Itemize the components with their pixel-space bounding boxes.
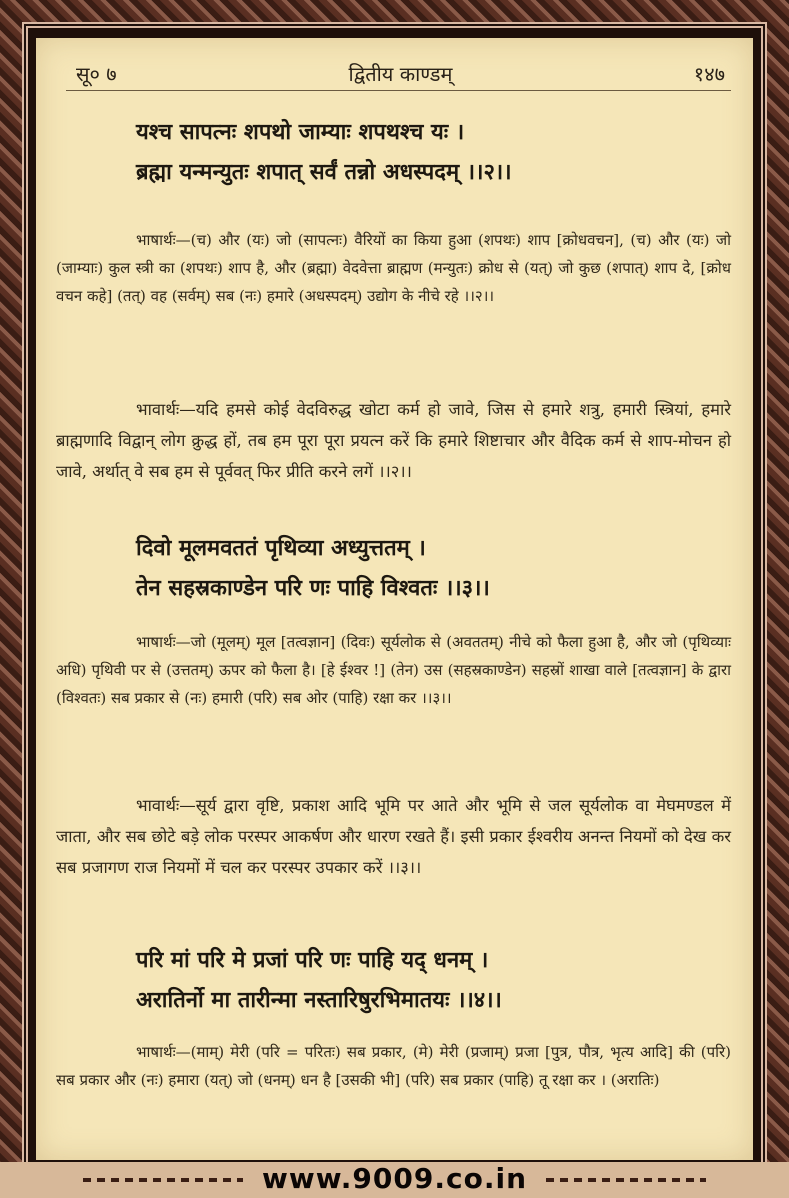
left-ornament: [83, 1178, 243, 1182]
verse-2-line-2: ब्रह्मा यन्मन्युतः शपात् सर्वं तन्नो अधस्पदम् ।।२।।: [136, 159, 512, 185]
verse-3-line-1: दिवो मूलमवततं पृथिव्या अध्युत्ततम् ।: [136, 535, 426, 561]
verse-3: [136, 528, 733, 608]
bhasharth-3: भाषार्थः—जो (मूलम्) मूल [तत्वज्ञान] (दिवः) सूर्यलोक से (अवततम्) नीचे को फैला हुआ है, और जो (पृथिव्याः अधि) पृथिवी पर से (उत्ततम्) ऊपर को फैला है। [हे ईश्वर !] (तेन) उस (सहस्रकाण्डेन) सहस्रों शाखा वाले [तत्वज्ञान] के द्वारा (विश्वतः) सब प्रकार से (नः) हमारी (परि) सब ओर (पाहि) रक्षा कर ।।३।।: [56, 633, 731, 707]
verse-4-line-2: अरातिर्नो मा तारीन्मा नस्तारिषुरभिमातयः ।।४।।: [136, 987, 502, 1013]
right-ornament: [546, 1178, 706, 1182]
verse-4-line-1: परि मां परि मे प्रजां परि णः पाहि यद् धनम् ।: [136, 947, 489, 973]
chapter-title: द्वितीय काण्डम्: [348, 62, 453, 86]
bhasharth-4: भाषार्थः—(माम्) मेरी (परि = परितः) सब प्रकार, (मे) मेरी (प्रजाम्) प्रजा [पुत्र, पौत्र, भृत्य आदि] की (परि) सब प्रकार और (नः) हमारा (यत्) जो (धनम्) धन है [उसकी भी] (परि) सब प्रकार (पाहि) तू रक्षा कर । (अरातिः): [56, 1043, 731, 1089]
page-header: [76, 60, 725, 90]
bhasharth-2: भाषार्थः—(च) और (यः) जो (सापत्नः) वैरियों का किया हुआ (शपथः) शाप [क्रोधवचन], (च) और (यः) जो (जाम्याः) कुल स्त्री का (शपथः) शाप है, और (ब्रह्मा) वेदवेत्ता ब्राह्मण (मन्युतः) क्रोध से (यत्) जो कुछ (शपात्) शाप दे, [क्रोध वचन कहे] (तत्) वह (सर्वम्) सब (नः) हमारे (अधस्पदम्) उद्योग के नीचे रहे ।।२।।: [56, 231, 731, 305]
site-footer: [0, 1162, 789, 1198]
sukta-number: सू० ७: [76, 62, 117, 86]
verse-3-line-2: तेन सहस्रकाण्डेन परि णः पाहि विश्वतः ।।३।।: [136, 575, 490, 601]
bhavarth-3: भावार्थः—सूर्य द्वारा वृष्टि, प्रकाश आदि भूमि पर आते और भूमि से जल सूर्यलोक वा मेघमण्डल में जाता, और सब छोटे बड़े लोक परस्पर आकर्षण और धारण रखते हैं। इसी प्रकार ईश्वरीय अनन्त नियमों को देख कर सब प्रजागण राज नियमों में चल कर परस्पर उपकार करें ।।३।।: [56, 796, 731, 877]
website-url[interactable]: www.9009.co.in: [261, 1162, 527, 1195]
book-page: [36, 38, 753, 1160]
verse-4: [136, 940, 733, 1020]
verse-2-line-1: यश्च सापत्नः शपथो जाम्याः शपथश्च यः ।: [136, 119, 465, 145]
verse-2: [136, 112, 733, 192]
bhavarth-2: भावार्थः—यदि हमसे कोई वेदविरुद्ध खोटा कर्म हो जावे, जिस से हमारे शत्रु, हमारी स्त्रियां, हमारे ब्राह्मणादि विद्वान् लोग क्रुद्ध हों, तब हम पूरा पूरा प्रयत्न करें कि हमारे शिष्टाचार और वैदिक कर्म से शाप-मोचन हो जावे, अर्थात् वे सब हम से पूर्ववत् फिर प्रीति करने लगें ।।२।।: [56, 400, 731, 481]
page-number: १४७: [693, 62, 725, 86]
header-rule: [66, 90, 731, 91]
